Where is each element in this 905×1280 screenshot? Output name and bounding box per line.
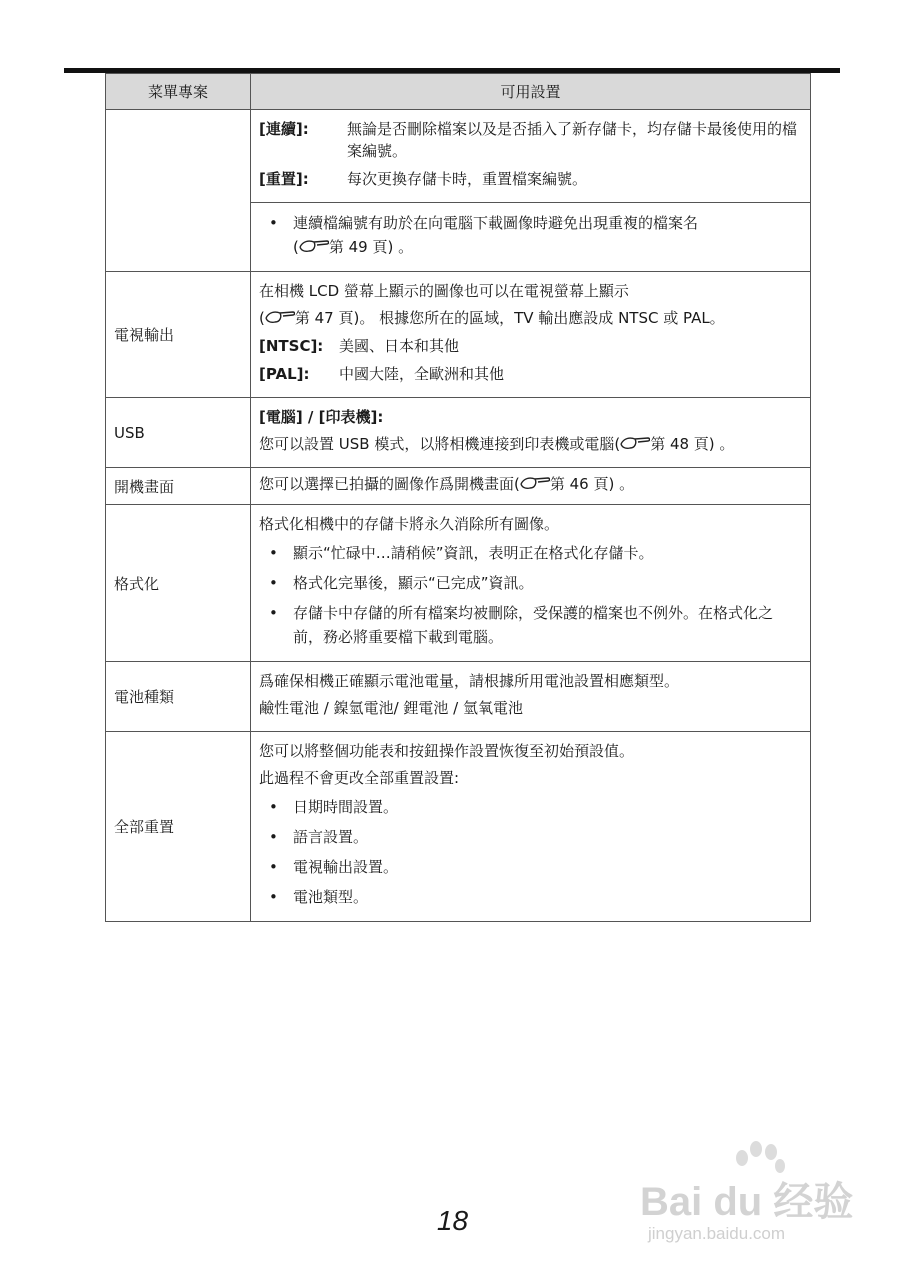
table-row	[106, 398, 811, 468]
reset-all-description	[251, 732, 811, 922]
list-item-text: 電池類型。	[293, 888, 369, 906]
list-item-text: 格式化完畢後，顯示“已完成”資訊。	[293, 574, 534, 592]
option-key: [重置]:	[259, 170, 309, 188]
option-value: 每次更換存儲卡時，重置檔案編號。	[347, 170, 588, 188]
option-reset	[259, 168, 802, 190]
list-item	[259, 211, 802, 259]
pointing-hand-icon	[265, 309, 295, 325]
bullet-dot: •	[269, 858, 278, 876]
description-line: 您可以將整個功能表和按鈕操作設置恢復至初始預設值。	[259, 742, 635, 760]
option-value: 中國大陸，全歐洲和其他	[339, 365, 505, 383]
page-ref: 第 48 頁) 。	[650, 435, 735, 453]
description-line: 爲確保相機正確顯示電池電量，請根據所用電池設置相應類型。	[259, 672, 680, 690]
bullet-dot: •	[269, 574, 278, 592]
row-name-usb: USB	[106, 398, 251, 468]
list-item-text: 顯示“忙碌中…請稍候”資訊，表明正在格式化存儲卡。	[293, 544, 654, 562]
row-name-tv-out: 電視輸出	[106, 272, 251, 398]
file-number-options	[251, 110, 811, 203]
list-item	[259, 825, 802, 849]
ref-open: (	[259, 309, 265, 327]
list-item-text: 日期時間設置。	[293, 798, 399, 816]
option-value: 無論是否刪除檔案以及是否插入了新存儲卡，均存儲卡最後使用的檔案編號。	[347, 120, 798, 160]
description-line: [電腦] / [印表機]:	[259, 408, 384, 426]
ref-open: (	[293, 238, 299, 256]
option-value: 美國、日本和其他	[339, 337, 460, 355]
table-row	[106, 505, 811, 662]
list-item	[259, 541, 802, 565]
option-ntsc	[259, 335, 802, 357]
description-line	[259, 308, 802, 328]
list-item	[259, 795, 802, 819]
header-menu-item: 菜單專案	[106, 74, 251, 110]
settings-table	[105, 73, 811, 922]
page-number: 18	[436, 1205, 469, 1236]
list-item	[259, 571, 802, 595]
list-item	[259, 601, 802, 649]
pointing-hand-icon	[299, 238, 329, 254]
bullet-dot: •	[269, 798, 278, 816]
table-row	[106, 110, 811, 203]
table-row	[106, 272, 811, 398]
watermark	[640, 1140, 870, 1250]
description-text: 您可以選擇已拍攝的圖像作爲開機畫面(	[259, 475, 520, 493]
pointing-hand-icon	[520, 475, 550, 491]
usb-description	[251, 398, 811, 468]
option-key: [PAL]:	[259, 365, 310, 383]
table-row	[106, 468, 811, 505]
format-description	[251, 505, 811, 662]
startup-description	[251, 468, 811, 505]
row-name-empty	[106, 110, 251, 272]
option-key: [NTSC]:	[259, 337, 324, 355]
page-ref: 第 46 頁) 。	[549, 475, 635, 493]
option-key: [連續]:	[259, 120, 309, 138]
description-line: 格式化相機中的存儲卡將永久消除所有圖像。	[259, 515, 560, 533]
bullet-dot: •	[269, 214, 278, 232]
table-header-row	[106, 74, 811, 110]
option-pal	[259, 363, 802, 385]
row-name-battery: 電池種類	[106, 662, 251, 732]
row-name-startup: 開機畫面	[106, 468, 251, 505]
bullet-dot: •	[269, 604, 278, 622]
table-row	[106, 732, 811, 922]
list-item-text: 語言設置。	[293, 828, 369, 846]
note-text: 連續檔編號有助於在向電腦下載圖像時避免出現重複的檔案名	[293, 214, 699, 232]
battery-description	[251, 662, 811, 732]
description-text: 您可以設置 USB 模式，以將相機連接到印表機或電腦(	[259, 435, 621, 453]
header-settings: 可用設置	[251, 74, 811, 110]
bullet-dot: •	[269, 544, 278, 562]
watermark-url: jingyan.baidu.com	[648, 1224, 786, 1243]
description-line: 鹼性電池 / 鎳氫電池/ 鋰電池 / 氫氧電池	[259, 699, 524, 717]
file-number-note	[251, 203, 811, 272]
table-row	[106, 662, 811, 732]
page-ref: 第 47 頁)。 根據您所在的區域，TV 輸出應設成 NTSC 或 PAL。	[294, 309, 725, 327]
description-line	[259, 434, 802, 454]
row-name-format: 格式化	[106, 505, 251, 662]
description-line: 此過程不會更改全部重置設置:	[259, 769, 460, 787]
list-item	[259, 855, 802, 879]
option-continuous	[259, 118, 802, 162]
bullet-dot: •	[269, 888, 278, 906]
list-item	[259, 885, 802, 909]
bullet-dot: •	[269, 828, 278, 846]
list-item-text: 存儲卡中存儲的所有檔案均被刪除，受保護的檔案也不例外。在格式化之前，務必將重要檔下載到電腦。	[293, 604, 774, 646]
watermark-logo: Bai du 经验	[640, 1180, 854, 1224]
tv-out-description	[251, 272, 811, 398]
page-ref: 第 49 頁) 。	[328, 238, 414, 256]
pointing-hand-icon	[620, 435, 650, 451]
description-line: 在相機 LCD 螢幕上顯示的圖像也可以在電視螢幕上顯示	[259, 282, 629, 300]
description-line	[259, 474, 802, 494]
row-name-reset-all: 全部重置	[106, 732, 251, 922]
list-item-text: 電視輸出設置。	[293, 858, 399, 876]
